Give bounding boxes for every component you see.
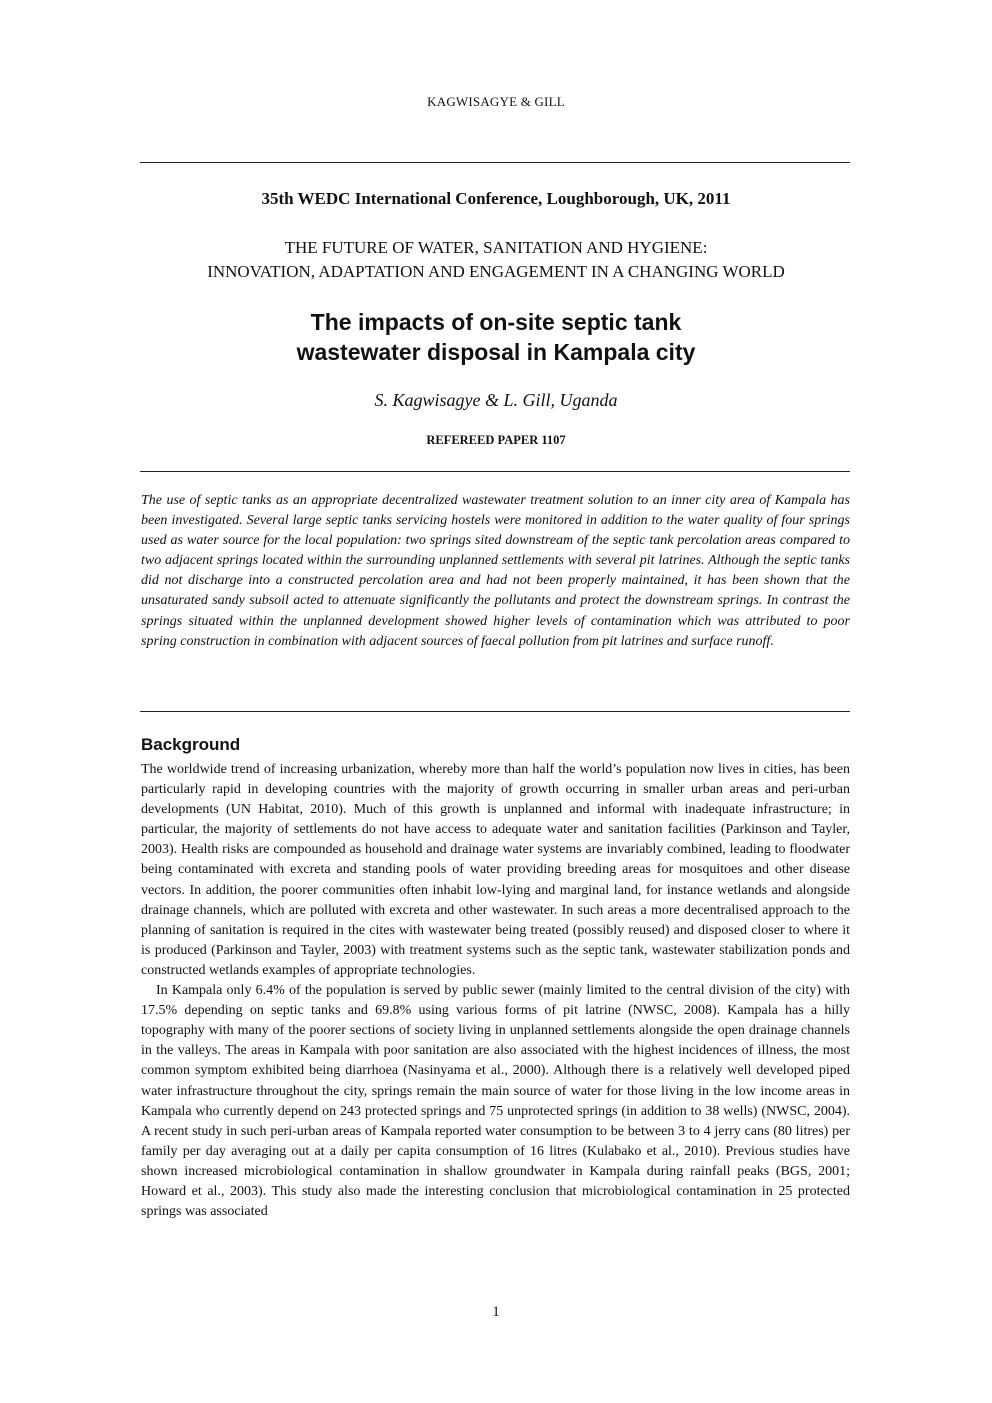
abstract: The use of septic tanks as an appropriate decentralized wastewater treatment solution to an inner city area of Kampala has been investigated. Several large septic tanks servicing hostels were monitored in addition to the water quality of four springs used as water source for the local population: two springs sited downstream of the septic tank percolation areas compared to two adjacent springs located within the surrounding unplanned settlements with several pit latrines. Although the septic tanks did not discharge into a constructed percolation area and had not been properly maintained, it has been shown that the unsaturated sandy subsoil acted to attenuate significantly the pollutants and protect the downstream springs. In contrast the springs situated within the unplanned development showed higher levels of contamination which was attributed to poor spring construction in combination with adjacent sources of faecal pollution from pit latrines and surface runoff. <box>141 493 850 649</box>
paper-title <box>0 307 992 367</box>
authors: S. Kagwisagye & L. Gill, Uganda <box>374 390 618 410</box>
abstract-top-rule <box>140 471 850 472</box>
page-number: 1 <box>492 1304 500 1320</box>
paragraph-2: In Kampala only 6.4% of the population is served by public sewer (mainly limited to the central division of the city) with 17.5% depending on septic tanks and 69.8% using various forms of pit latrine (NWSC, 2008). Kampala has a hilly topography with many of the poorer sections of society living in unplanned settlements alongside the open drainage channels in the valleys. The areas in Kampala with poor sanitation are also associated with the highest incidences of illness, the most common symptom exhibited being diarrhoea (Nasinyama et al., 2000). Although there is a relatively well developed piped water infrastructure throughout the city, springs remain the main source of water for those living in the low income areas in Kampala who currently depend on 243 protected springs and 75 unprotected springs (in addition to 38 wells) (NWSC, 2004). A recent study in such peri-urban areas of Kampala reported water consumption to be between 3 to 4 jerry cans (80 litres) per family per day averaging out at a daily per capita consumption of 16 litres (Kulabako et al., 2010). Previous studies have shown increased microbiological contamination in shallow groundwater in Kampala during rainfall peaks (BGS, 2001; Howard et al., 2003). This study also made the interesting conclusion that microbiological contamination in 25 protected springs was associated <box>141 983 850 1220</box>
conference-theme <box>0 236 992 284</box>
running-head: KAGWISAGYE & GILL <box>427 94 565 109</box>
title-line-2: wastewater disposal in Kampala city <box>296 339 696 365</box>
theme-line-1: THE FUTURE OF WATER, SANITATION AND HYGIENE: <box>284 238 708 257</box>
abstract-bottom-rule <box>140 711 850 712</box>
header-rule <box>140 162 850 163</box>
title-line-1: The impacts of on-site septic tank <box>310 309 682 335</box>
paragraph-1: The worldwide trend of increasing urbanization, whereby more than half the world’s population now lives in cities, has been particularly rapid in developing countries with the majority of growth occurring in smaller urban areas and peri-urban developments (UN Habitat, 2010). Much of this growth is unplanned and informal with inadequate infrastructure; in particular, the majority of settlements do not have access to adequate water and sanitation facilities (Parkinson and Tayler, 2003). Health risks are compounded as household and drainage water systems are invariably combined, leading to floodwater being contaminated with excreta and standing pools of water providing breeding areas for mosquitoes and other disease vectors. In addition, the poorer communities often inhabit low-lying and marginal land, for instance wetlands and alongside drainage channels, which are polluted with excreta and other wastewater. In such areas a more decentralised approach to the planning of sanitation is required in the cites with wastewater being treated (possibly reused) and disposed closer to where it is produced (Parkinson and Tayler, 2003) with treatment systems such as the septic tank, wastewater stabilization ponds and constructed wetlands examples of appropriate technologies. <box>141 762 850 978</box>
theme-line-2: INNOVATION, ADAPTATION AND ENGAGEMENT IN A CHANGING WORLD <box>207 262 785 281</box>
paper-label: REFEREED PAPER 1107 <box>426 433 566 447</box>
section-body <box>141 760 850 1222</box>
section-heading: Background <box>141 735 241 754</box>
conference-title: 35th WEDC International Conference, Loughborough, UK, 2011 <box>261 189 731 208</box>
